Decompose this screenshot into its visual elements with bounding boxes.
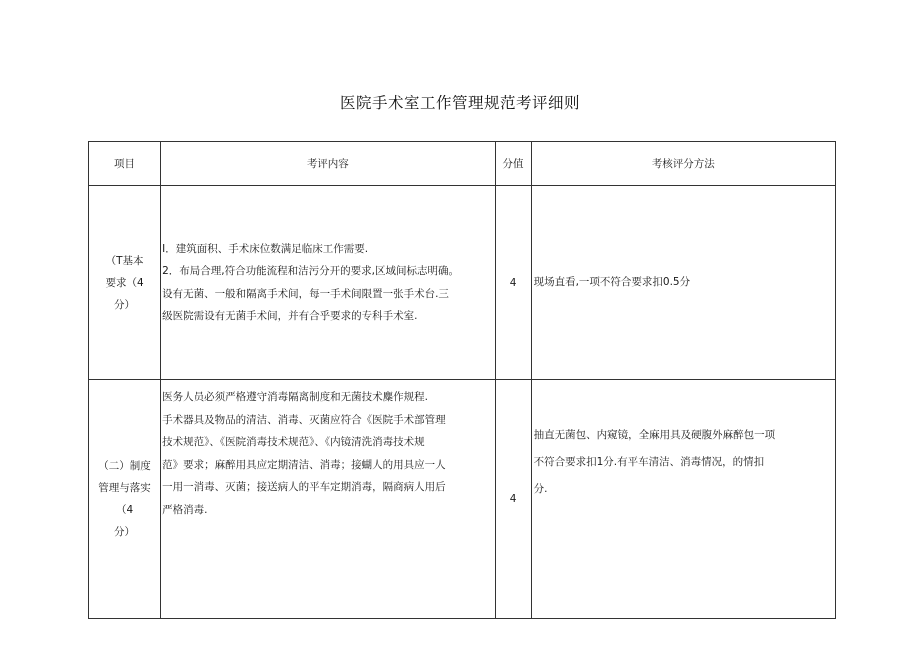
- item-line: 要求（4: [105, 276, 144, 289]
- score-cell: 4: [495, 380, 531, 619]
- content-line: 技术规范》、《医院消毒技术规范》、《内镜清洗消毒技术规: [162, 436, 425, 448]
- content-cell: [161, 380, 495, 619]
- item-line: 管理与落实: [98, 482, 151, 494]
- item-line: （二）制度: [98, 460, 151, 472]
- content-line: 严格消毒.: [162, 503, 208, 516]
- header-score: 分值: [495, 142, 531, 186]
- header-item: 项目: [89, 142, 161, 186]
- score-cell: 4: [495, 186, 531, 380]
- method-cell: [531, 186, 835, 380]
- item-line: （4: [115, 504, 134, 516]
- content-line: 一用一消毒、灭菌；接送病人的平车定期消毒，隔商病人用后: [162, 481, 446, 493]
- table-row: [89, 380, 836, 619]
- item-line: （T基本: [105, 254, 144, 267]
- content-line: 2．布局合理,符合功能流程和洁污分开的要求,区域间标志明确。: [162, 265, 459, 277]
- table-header-row: [89, 142, 836, 186]
- item-cell: [89, 380, 161, 619]
- content-line: 医务人员必须严格遵守消毒隔离制度和无菌技术麋作规程.: [162, 391, 428, 403]
- method-cell: [531, 380, 835, 619]
- content-line: 手术器具及物品的清洁、消毒、灭菌应符合《医院手术部管理: [162, 413, 446, 426]
- header-method: 考核评分方法: [531, 142, 835, 186]
- evaluation-table: [88, 141, 836, 619]
- document-title: 医院手术室工作管理规范考评细则: [339, 94, 580, 112]
- content-line: 范》要求；麻醉用具应定期清洁、消毒；接蝴人的用具应一人: [162, 458, 446, 471]
- method-line: 不符合要求扣1分.有平车清洁、消毒情况，的情扣: [533, 456, 765, 468]
- content-cell: [161, 186, 495, 380]
- item-line: 分）: [114, 298, 136, 311]
- content-line: 设有无菌、一般和隔离手术间，每一手术间限置一张手术台.三: [162, 287, 449, 300]
- method-line: 分.: [533, 483, 548, 495]
- item-cell: [89, 186, 161, 380]
- content-line: 级医院需设有无菌手术间，并有合乎要求的专科手术室.: [162, 310, 418, 322]
- method-line: 现场直看,一项不符合要求扣0.5分: [533, 276, 691, 288]
- method-line: 抽直无菌包、内窥镜，全麻用具及硬腹外麻醉包一项: [533, 429, 776, 441]
- content-line: I．建筑面积、手术床位数满足临床工作需要.: [162, 242, 369, 255]
- header-content: 考评内容: [161, 142, 495, 186]
- table-row: [89, 186, 836, 380]
- item-line: 分）: [114, 526, 136, 538]
